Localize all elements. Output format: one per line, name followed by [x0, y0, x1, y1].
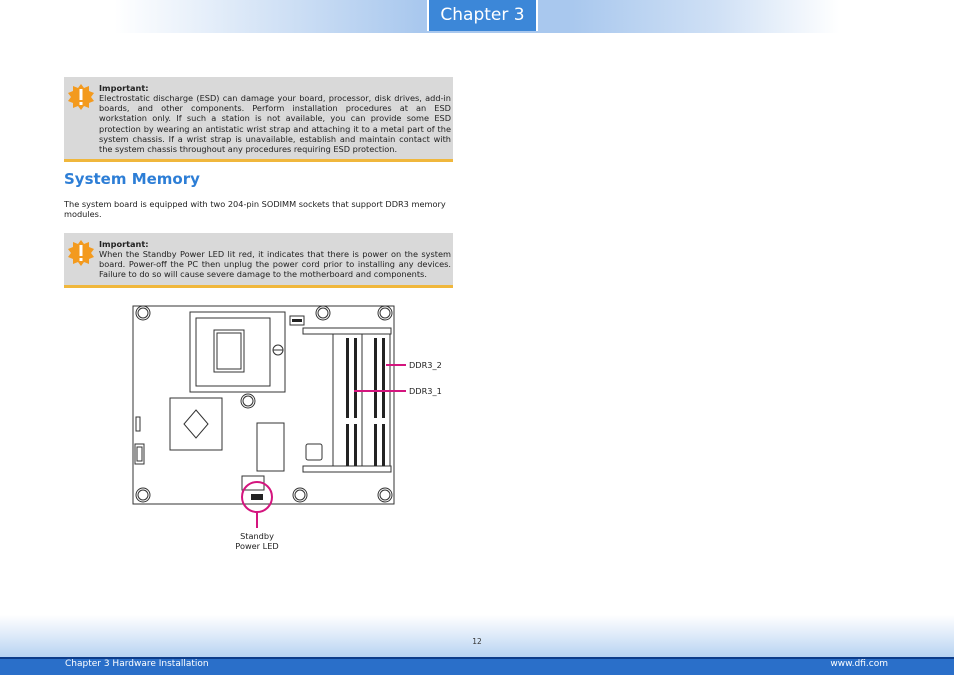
- note-text: Electrostatic discharge (ESD) can damage your board, processor, disk drives, add-in boards, and other components. Perform installation procedures at an ESD workstation only. If such a station is not available, you can provide some ESD protection by wearing an antistatic wrist strap and attaching it to a metal part of the system chassis. If a wrist strap is unavailable, establish and maintain contact with the system chassis throughout any procedures requiring ESD protection.: [99, 93, 451, 155]
- footer-website-link[interactable]: www.dfi.com: [830, 659, 888, 669]
- chipset: [170, 398, 222, 450]
- board-ic: [257, 423, 284, 471]
- footer-band: [0, 615, 954, 657]
- standby-led-label-line1: Standby: [240, 531, 274, 541]
- small-ic: [306, 444, 322, 460]
- standby-led-label: [220, 532, 294, 551]
- ddr-slot-bars: [251, 319, 385, 500]
- mounting-holes: [136, 306, 392, 502]
- footer-chapter-text: Chapter 3 Hardware Installation: [65, 659, 209, 669]
- note-text: When the Standby Power LED lit red, it indicates that there is power on the system board. Power-off the PC then unplug the power cord prior to installing any devices. Failure to do so will cause severe damage to the motherboard and components.: [99, 249, 451, 280]
- standby-led-label-line2: Power LED: [235, 540, 279, 551]
- page-number: 12: [472, 637, 482, 646]
- note-title: Important:: [99, 239, 149, 249]
- note-title: Important:: [99, 83, 149, 93]
- section-title: System Memory: [64, 170, 200, 188]
- chapter-tab: Chapter 3: [427, 0, 538, 31]
- section-body: The system board is equipped with two 204-pin SODIMM sockets that support DDR3 memory modules.: [64, 199, 446, 220]
- cpu-socket: [190, 312, 285, 392]
- ddr3-1-label: DDR3_1: [409, 386, 442, 396]
- ddr3-2-label: DDR3_2: [409, 360, 442, 370]
